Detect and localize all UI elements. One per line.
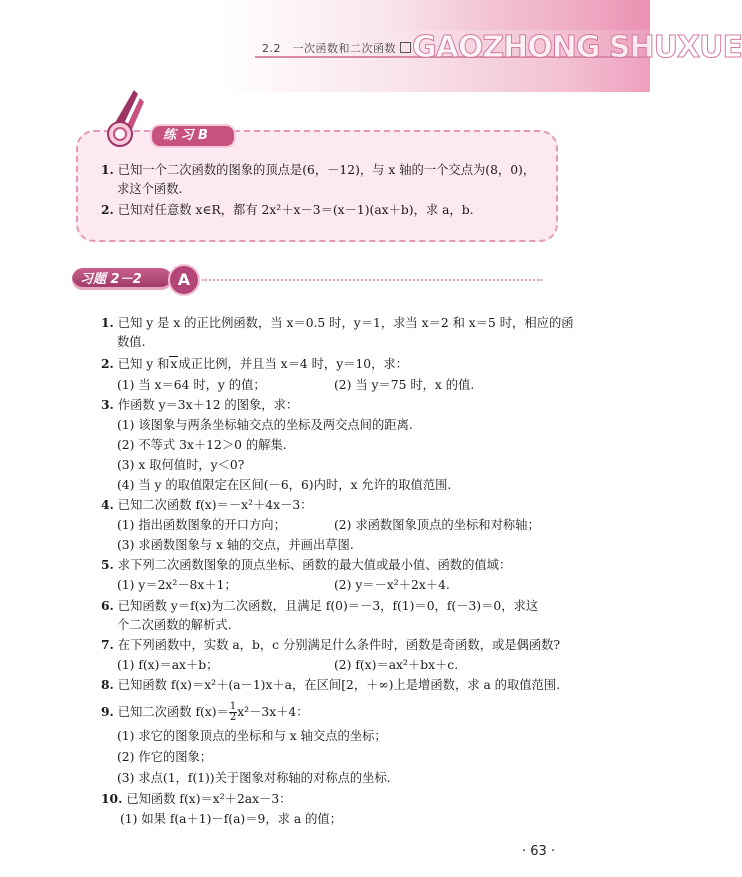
problem-5-part-2: (2) y＝－x²＋2x＋4. xyxy=(334,578,450,592)
question-text: 已知对任意数 x∈R，都有 2x²＋x－3＝(x－1)(ax＋b)，求 a，b. xyxy=(117,203,474,217)
problem-4-part-2: (2) 求函数图象顶点的坐标和对称轴； xyxy=(334,518,540,532)
problem-8 xyxy=(101,677,560,693)
problem-4-part-1: (1) 指出函数图象的开口方向； xyxy=(117,518,286,532)
problem-7-part-2: (2) f(x)＝ax²＋bx＋c. xyxy=(334,658,459,672)
problem-number: 9. xyxy=(101,704,114,719)
square-icon xyxy=(400,42,411,53)
exercise-b-q1-cont: 求这个函数. xyxy=(117,182,183,196)
problem-9-part-3: (3) 求点(1，f(1))关于图象对称轴的对称点的坐标. xyxy=(117,771,391,785)
problem-3-part-1: (1) 该图象与两条坐标轴交点的坐标及两交点间的距离. xyxy=(117,418,413,432)
fraction-numerator: 1 xyxy=(229,701,237,712)
problem-7-part-1: (1) f(x)＝ax＋b； xyxy=(117,658,219,672)
problem-text: x²－3x＋4： xyxy=(237,705,309,719)
section-dotted-divider xyxy=(202,279,542,281)
problem-10 xyxy=(101,791,291,807)
problem-7 xyxy=(101,637,560,653)
problem-text: 已知函数 y＝f(x)为二次函数，且满足 f(0)＝－3，f(1)＝0，f(－3)＝0，求这 xyxy=(117,599,539,613)
problem-6-cont: 个二次函数的解析式. xyxy=(117,618,232,632)
problem-number: 8. xyxy=(101,677,114,692)
problem-3-part-2: (2) 不等式 3x＋12＞0 的解集. xyxy=(117,438,287,452)
problem-1 xyxy=(101,315,574,331)
problem-number: 2. xyxy=(101,356,114,371)
fraction-denominator: 2 xyxy=(229,712,237,723)
problem-4 xyxy=(101,497,312,513)
problem-1-cont: 数值. xyxy=(117,335,146,349)
section-badge: A xyxy=(168,264,200,296)
problem-3-part-4: (4) 当 y 的取值限定在区间(－6，6)内时，x 允许的取值范围. xyxy=(117,478,452,492)
problem-number: 3. xyxy=(101,397,114,412)
problem-number: 5. xyxy=(101,557,114,572)
problem-9 xyxy=(101,702,309,723)
problem-2 xyxy=(101,356,408,372)
problem-3 xyxy=(101,397,298,413)
question-number: 1. xyxy=(101,162,114,177)
section-title: 习题 2－2 xyxy=(80,272,142,287)
problem-text: 作函数 y＝3x＋12 的图象，求： xyxy=(117,398,299,412)
problem-text: 求下列二次函数图象的顶点坐标、函数的最大值或最小值、函数的值域： xyxy=(117,558,512,572)
problem-10-part-1: (1) 如果 f(a＋1)－f(a)＝9，求 a 的值； xyxy=(120,812,342,826)
question-number: 2. xyxy=(101,202,114,217)
problem-9-part-2: (2) 作它的图象； xyxy=(117,750,213,764)
problem-2-part-1: (1) 当 x＝64 时，y 的值； xyxy=(117,378,266,392)
problem-text: 已知 y 和 xyxy=(117,357,170,371)
problem-text: 已知 y 是 x 的正比例函数，当 x＝0.5 时，y＝1，求当 x＝2 和 x＝5 时，相应的函 xyxy=(117,316,574,330)
fraction xyxy=(229,702,237,723)
exercise-b-label: 练 习 B xyxy=(163,128,208,143)
problem-6 xyxy=(101,598,538,614)
page-number: · 63 · xyxy=(522,844,556,859)
exercise-b-q1 xyxy=(101,162,535,178)
problem-4-part-3: (3) 求函数图象与 x 轴的交点，并画出草图. xyxy=(117,538,354,552)
header-decoration xyxy=(380,0,650,30)
problem-number: 7. xyxy=(101,637,114,652)
running-header xyxy=(262,40,411,56)
header-logo: GAOZHONG SHUXUE xyxy=(412,30,742,65)
question-text: 已知一个二次函数的图象的顶点是(6，－12)，与 x 轴的一个交点为(8，0)， xyxy=(117,163,536,177)
chapter-title: 2.2 一次函数和二次函数 xyxy=(262,42,396,55)
problem-text: 已知二次函数 f(x)＝－x²＋4x－3： xyxy=(117,498,313,512)
problem-text: 已知函数 f(x)＝x²＋(a－1)x＋a，在区间[2，＋∞)上是增函数，求 a 的取值范围. xyxy=(117,678,561,692)
problem-5 xyxy=(101,557,511,573)
problem-number: 6. xyxy=(101,598,114,613)
problem-9-part-1: (1) 求它的图象顶点的坐标和与 x 轴交点的坐标； xyxy=(117,729,387,743)
problem-5-part-1: (1) y＝2x²－8x＋1； xyxy=(117,578,237,592)
problem-number: 10. xyxy=(101,791,123,806)
exercise-b-q2 xyxy=(101,202,473,218)
problem-number: 4. xyxy=(101,497,114,512)
problem-text: 成正比例，并且当 x＝4 时，y＝10，求： xyxy=(178,357,408,371)
problem-number: 1. xyxy=(101,315,114,330)
problem-text: 已知二次函数 f(x)＝ xyxy=(117,705,229,719)
problem-text: 在下列函数中，实数 a，b，c 分别满足什么条件时，函数是奇函数，或是偶函数? xyxy=(117,638,561,652)
problem-2-part-2: (2) 当 y＝75 时，x 的值. xyxy=(334,378,475,392)
problem-text: 已知函数 f(x)＝x²＋2ax－3： xyxy=(126,792,292,806)
sqrt-expression: x xyxy=(170,357,178,371)
problem-3-part-3: (3) x 取何值时，y＜0? xyxy=(117,458,245,472)
